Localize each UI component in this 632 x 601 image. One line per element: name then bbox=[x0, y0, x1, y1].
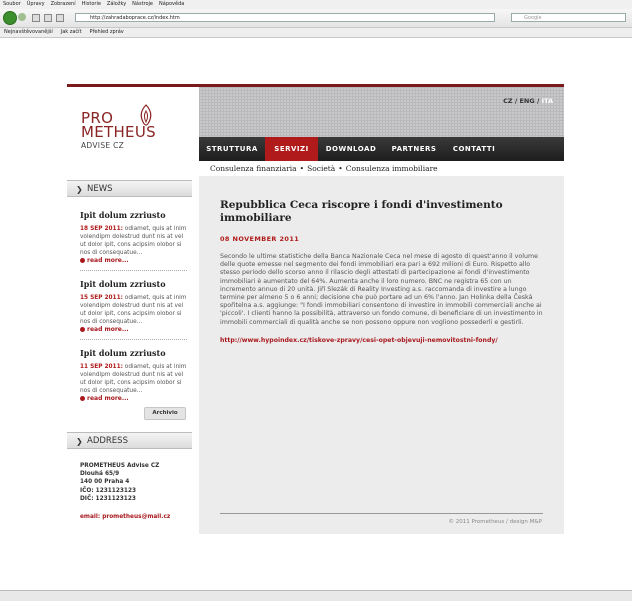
lang-eng[interactable]: ENG bbox=[519, 97, 535, 105]
lang-ita[interactable]: ITA bbox=[541, 97, 553, 105]
breadcrumb-item[interactable]: Consulenza immobiliare bbox=[345, 164, 438, 173]
website bbox=[67, 84, 564, 534]
breadcrumb-separator: • bbox=[299, 164, 305, 173]
address-line: IČO: 1231123123 bbox=[80, 487, 137, 494]
lang-separator: / bbox=[534, 97, 542, 105]
main-nav bbox=[199, 137, 564, 161]
nav-struttura[interactable]: STRUTTURA bbox=[206, 145, 258, 153]
address-heading: ADDRESS bbox=[87, 436, 128, 446]
stop-icon[interactable] bbox=[44, 14, 52, 22]
menu-item[interactable]: Historie bbox=[81, 1, 101, 7]
news-section-header bbox=[67, 180, 192, 197]
header-banner bbox=[199, 87, 564, 137]
news-body bbox=[80, 225, 187, 257]
archive-button[interactable]: Archivio bbox=[144, 407, 186, 420]
nav-partners[interactable]: PARTNERS bbox=[391, 145, 437, 153]
left-column bbox=[67, 87, 198, 534]
address-bar[interactable]: http://zahradaboprace.cz/index.htm bbox=[75, 13, 495, 22]
language-switcher bbox=[503, 97, 553, 105]
logo-line-2: METHEUS bbox=[81, 123, 156, 141]
browser-statusbar bbox=[0, 590, 632, 601]
article-body: Secondo le ultime statistiche della Banca Nazionale Ceca nel mese di agosto di quest'anno il volume delle quote emesse nel segmento dei fondi immobiliari era pari a 692 milioni di Euro. Rispetto allo stesso periodo dello scorso anno il rilascio degli attestati di partecipazione ai fondi d'investimento immobiliari è aumentato del 64%. Aumenta anche il loro numero. BNC ne registra 65 con un incremento annuo di 20 unità. Jiří Slezák di Reality Investing a.s. raccomanda di investire a lungo termine per almeno 5 o 6 anni; decisione che può portare ad un 6% l'anno. Jan Holinka della Česká spořitelna a.s. aggiunge: "I fondi immobiliari consentono di investire in immobili commerciali anche ai 'piccoli'. I clienti hanno la possibilità, attraverso un fondo comune, di beneficiare di un investimento in immobili commerciali di qualità anche se non possono oppure non vogliono possederli e gestirli. bbox=[220, 253, 543, 326]
chevron-right-icon: ❯ bbox=[76, 437, 83, 446]
news-body bbox=[80, 294, 187, 326]
news-item bbox=[80, 348, 187, 402]
arrow-icon bbox=[80, 396, 85, 401]
browser-toolbar bbox=[0, 9, 632, 28]
search-input[interactable]: Google bbox=[511, 13, 626, 22]
news-title[interactable]: Ipit dolum zzriusto bbox=[80, 279, 166, 289]
breadcrumb bbox=[199, 161, 564, 176]
news-date: 18 SEP 2011: bbox=[80, 226, 123, 232]
news-text: odiamet, quis at inim volendipm dolestrud dunt nis at vel ut dolor ipit, cons acipsim olobor si nos di consequatue... bbox=[80, 364, 187, 395]
address-block bbox=[80, 462, 170, 521]
news-title[interactable]: Ipit dolum zzriusto bbox=[80, 348, 166, 358]
address-line: 140 00 Praha 4 bbox=[80, 479, 130, 486]
breadcrumb-item[interactable]: Consulenza finanziaria bbox=[210, 164, 297, 173]
logo-line-1: PRO bbox=[81, 109, 114, 127]
read-more-link[interactable]: read more... bbox=[80, 395, 187, 402]
flame-logo-icon bbox=[138, 104, 154, 126]
bookmark-item[interactable]: Nejnavštěvovanější bbox=[4, 29, 53, 35]
bookmark-item[interactable]: Přehled zpráv bbox=[89, 29, 124, 35]
article bbox=[220, 199, 545, 344]
bookmarks-bar bbox=[0, 28, 632, 38]
menu-item[interactable]: Úpravy bbox=[26, 1, 45, 7]
news-title[interactable]: Ipit dolum zzriusto bbox=[80, 210, 166, 220]
article-date: 08 NOVEMBER 2011 bbox=[220, 235, 300, 243]
address-line: PROMETHEUS Advise CZ bbox=[80, 463, 160, 469]
news-text: odiamet, quis at inim volendipm dolestrud dunt nis at vel ut dolor ipit, cons acipsim olobor si nos di consequatue... bbox=[80, 295, 187, 326]
divider bbox=[80, 339, 187, 340]
email-link[interactable]: email: prometheus@mail.cz bbox=[80, 514, 171, 521]
arrow-icon bbox=[80, 258, 85, 263]
menu-item[interactable]: Nápověda bbox=[159, 1, 185, 7]
menu-item[interactable]: Zobrazení bbox=[50, 1, 76, 7]
back-icon[interactable] bbox=[3, 11, 17, 25]
reload-icon[interactable] bbox=[32, 14, 40, 22]
address-line: Dlouhá 65/9 bbox=[80, 471, 120, 478]
lang-separator: / bbox=[512, 97, 520, 105]
address-line: DIČ: 1231123123 bbox=[80, 495, 136, 502]
news-body bbox=[80, 363, 187, 395]
arrow-icon bbox=[80, 327, 85, 332]
news-date: 15 SEP 2011: bbox=[80, 295, 123, 301]
source-link[interactable]: http://www.hypoindex.cz/tiskove-zpravy/cesi-opet-objevuji-nemovitostni-fondy/ bbox=[220, 336, 498, 344]
logo-line-3: ADVISE CZ bbox=[81, 141, 125, 150]
breadcrumb-separator: • bbox=[338, 164, 343, 173]
news-text: odiamet, quis at inim volendipm dolestrud dunt nis at vel ut dolor ipit, cons acipsim olobor si nos di consequatue... bbox=[80, 226, 187, 257]
read-more-link[interactable]: read more... bbox=[80, 257, 187, 264]
news-date: 11 SEP 2011: bbox=[80, 364, 123, 370]
divider bbox=[80, 270, 187, 271]
forward-icon[interactable] bbox=[18, 13, 26, 21]
breadcrumb-item[interactable]: Società bbox=[307, 164, 336, 173]
news-heading: NEWS bbox=[87, 184, 113, 194]
nav-contatti[interactable]: CONTATTI bbox=[452, 145, 496, 153]
nav-download[interactable]: DOWNLOAD bbox=[325, 145, 377, 153]
home-icon[interactable] bbox=[56, 14, 64, 22]
bookmark-item[interactable]: Jak začít bbox=[60, 29, 82, 35]
news-item bbox=[80, 210, 187, 264]
news-item bbox=[80, 279, 187, 333]
browser-menubar bbox=[0, 0, 632, 9]
article-title: Repubblica Ceca riscopre i fondi d'investimento immobiliare bbox=[220, 199, 503, 224]
read-more-link[interactable]: read more... bbox=[80, 326, 187, 333]
lang-cz[interactable]: CZ bbox=[503, 97, 513, 105]
address-section-header bbox=[67, 432, 192, 449]
menu-item[interactable]: Soubor bbox=[3, 1, 21, 7]
menu-item[interactable]: Záložky bbox=[106, 1, 127, 7]
footer-divider bbox=[220, 513, 543, 514]
right-column bbox=[199, 87, 564, 534]
chevron-right-icon: ❯ bbox=[76, 185, 83, 194]
footer-credit: © 2011 Prometheus / design M&P bbox=[448, 519, 542, 525]
nav-servizi[interactable]: SERVIZI bbox=[265, 137, 318, 161]
menu-item[interactable]: Nástroje bbox=[132, 1, 154, 7]
